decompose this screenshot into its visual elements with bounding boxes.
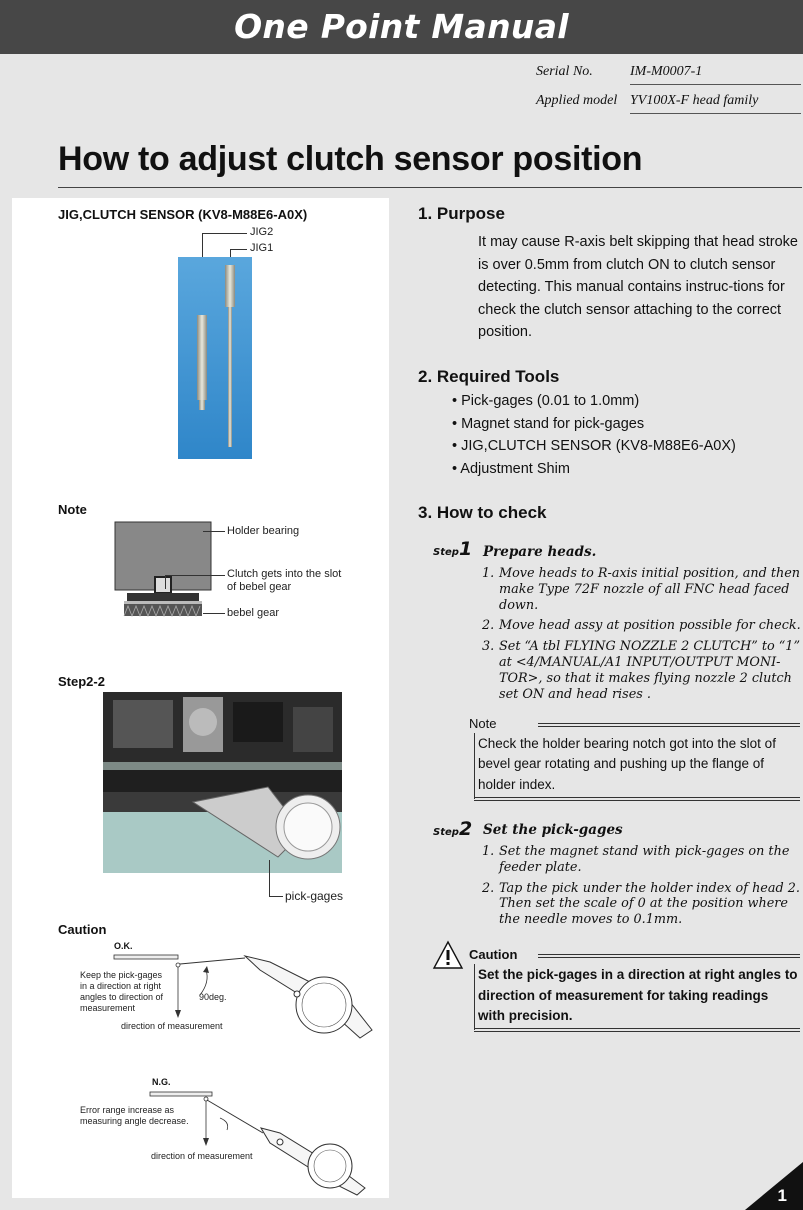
- page-title: How to adjust clutch sensor position: [58, 140, 643, 178]
- gear-leader: [203, 613, 225, 614]
- step1-item: [482, 566, 803, 613]
- ng-diagram: [145, 1088, 370, 1198]
- caution-top-rule: [538, 954, 800, 958]
- step2-tag: [433, 818, 472, 840]
- caution-text: Set the pick-gages in a direction at right angles to direction of measurement for taking readings with precision.: [478, 967, 798, 1023]
- serial-label: Serial No.: [536, 64, 593, 79]
- right-caution-title: Caution: [469, 947, 518, 962]
- step1-word: Step: [433, 547, 459, 558]
- item-number: 1.: [482, 566, 495, 581]
- jig1-leader: [230, 249, 247, 250]
- model-value: YV100X-F head family: [630, 93, 801, 114]
- tool-item: • JIG,CLUTCH SENSOR (KV8-M88E6-A0X): [452, 438, 736, 454]
- direction-label-1: direction of measurement: [121, 1021, 223, 1031]
- item-text: Tap the pick under the holder index of head 2. Then set the scale of 0 at the position where the needle moves to 0.1mm.: [499, 880, 800, 928]
- ok-text-1: Keep the pick-gages: [80, 970, 163, 980]
- holder-diagram: [112, 520, 212, 620]
- serial-value: IM-M0007-1: [630, 64, 801, 85]
- tool-item: • Adjustment Shim: [452, 460, 570, 477]
- tool-item: • Magnet stand for pick-gages: [452, 415, 645, 432]
- header-banner: [0, 0, 803, 54]
- direction-label-2: direction of measurement: [151, 1151, 253, 1161]
- pick-gages-photo: [103, 692, 342, 873]
- item-number: 3.: [482, 639, 495, 655]
- step2-list: [482, 844, 803, 933]
- step1-title: Prepare heads.: [483, 544, 597, 560]
- header-title: One Point Manual: [234, 7, 569, 46]
- title-rule: [58, 187, 802, 188]
- tool-item: • Pick-gages (0.01 to 1.0mm): [452, 393, 640, 409]
- clutch-leader-v: [165, 575, 166, 589]
- tools-title: 2. Required Tools: [418, 367, 560, 386]
- step1-item: [482, 618, 803, 634]
- purpose-text: It may cause R-axis belt skipping that head stroke is over 0.5mm from clutch ON to clutch sensor detecting. This manual contains instruc-tions for check the clutch sensor attaching to the correct position.: [478, 234, 798, 340]
- item-text: Set the magnet stand with pick-gages on the feeder plate.: [499, 844, 790, 875]
- step2-word: Step: [433, 827, 459, 838]
- deg-label: 90deg.: [199, 992, 227, 1002]
- step1-item: [482, 639, 803, 702]
- right-note-title: Note: [469, 716, 497, 731]
- pick-gages-label: pick-gages: [285, 889, 344, 903]
- model-row: [536, 89, 803, 118]
- jig-photo: [178, 257, 252, 459]
- purpose-title: 1. Purpose: [418, 204, 505, 223]
- jig2-label: JIG2: [250, 226, 274, 238]
- ok-text-4: measurement: [80, 1003, 136, 1013]
- holder-leader: [203, 531, 225, 532]
- caution-bottom-rule: [474, 1028, 800, 1032]
- item-number: 2.: [482, 618, 495, 634]
- meta-info: [536, 60, 803, 118]
- ng-text-2: measuring angle decrease.: [80, 1116, 189, 1126]
- ok-text-3: angles to direction of: [80, 992, 164, 1002]
- ng-label: N.G.: [152, 1077, 171, 1087]
- clutch-leader: [165, 575, 225, 576]
- clutch-slot-label-2: of bebel gear: [227, 581, 292, 593]
- page-number: 1: [777, 1186, 787, 1205]
- step1-list: [482, 566, 803, 707]
- note-top-rule: [538, 723, 800, 727]
- item-number: 2.: [482, 880, 495, 896]
- ng-text-1: Error range increase as: [80, 1105, 175, 1115]
- step1-tag: [433, 538, 472, 560]
- ok-text-2: in a direction at right: [80, 981, 162, 991]
- item-text: Set “A tbl FLYING NOZZLE 2 CLUTCH” to “1” at <4/MANUAL/A1 INPUT/OUTPUT MONI-TOR>, so that it makes flying nozzle 2 clutch set ON and head rises .: [499, 639, 800, 702]
- pick-leader-v: [269, 860, 270, 896]
- jig-title: JIG,CLUTCH SENSOR (KV8-M88E6-A0X): [58, 207, 308, 222]
- step1-number: 1: [458, 538, 473, 560]
- holder-bearing-label: Holder bearing: [227, 525, 300, 537]
- ok-label: O.K.: [114, 941, 133, 951]
- step2-item: [482, 881, 803, 928]
- note-side-rule: [474, 733, 475, 799]
- step2-title: Set the pick-gages: [483, 822, 623, 838]
- clutch-slot-label-1: Clutch gets into the slot: [227, 568, 342, 580]
- jig2-leader: [202, 233, 247, 234]
- item-text: Move head assy at position possible for check.: [499, 618, 801, 634]
- model-label: Applied model: [536, 93, 618, 108]
- item-text: Move heads to R-axis initial position, and then make Type 72F nozzle of all FNC head faced down.: [499, 566, 801, 613]
- serial-row: [536, 60, 803, 89]
- check-title: 3. How to check: [418, 503, 547, 522]
- note-bottom-rule: [474, 797, 800, 801]
- left-caution-title: Caution: [58, 922, 107, 937]
- step2-item: [482, 844, 803, 876]
- left-note-title: Note: [58, 502, 87, 517]
- step22-title: Step2-2: [58, 674, 105, 689]
- bebel-gear-label: bebel gear: [227, 607, 279, 619]
- note-text: Check the holder bearing notch got into the slot of bevel gear rotating and pushing up the flange of holder index.: [478, 736, 776, 792]
- warning-icon: [432, 940, 464, 970]
- jig1-label: JIG1: [250, 242, 274, 254]
- step2-number: 2: [458, 818, 473, 840]
- tools-list: [452, 390, 736, 480]
- ok-diagram: [110, 950, 380, 1045]
- pick-leader: [269, 896, 283, 897]
- page-corner: [745, 1162, 803, 1210]
- item-number: 1.: [482, 844, 495, 859]
- caution-side-rule: [474, 964, 475, 1030]
